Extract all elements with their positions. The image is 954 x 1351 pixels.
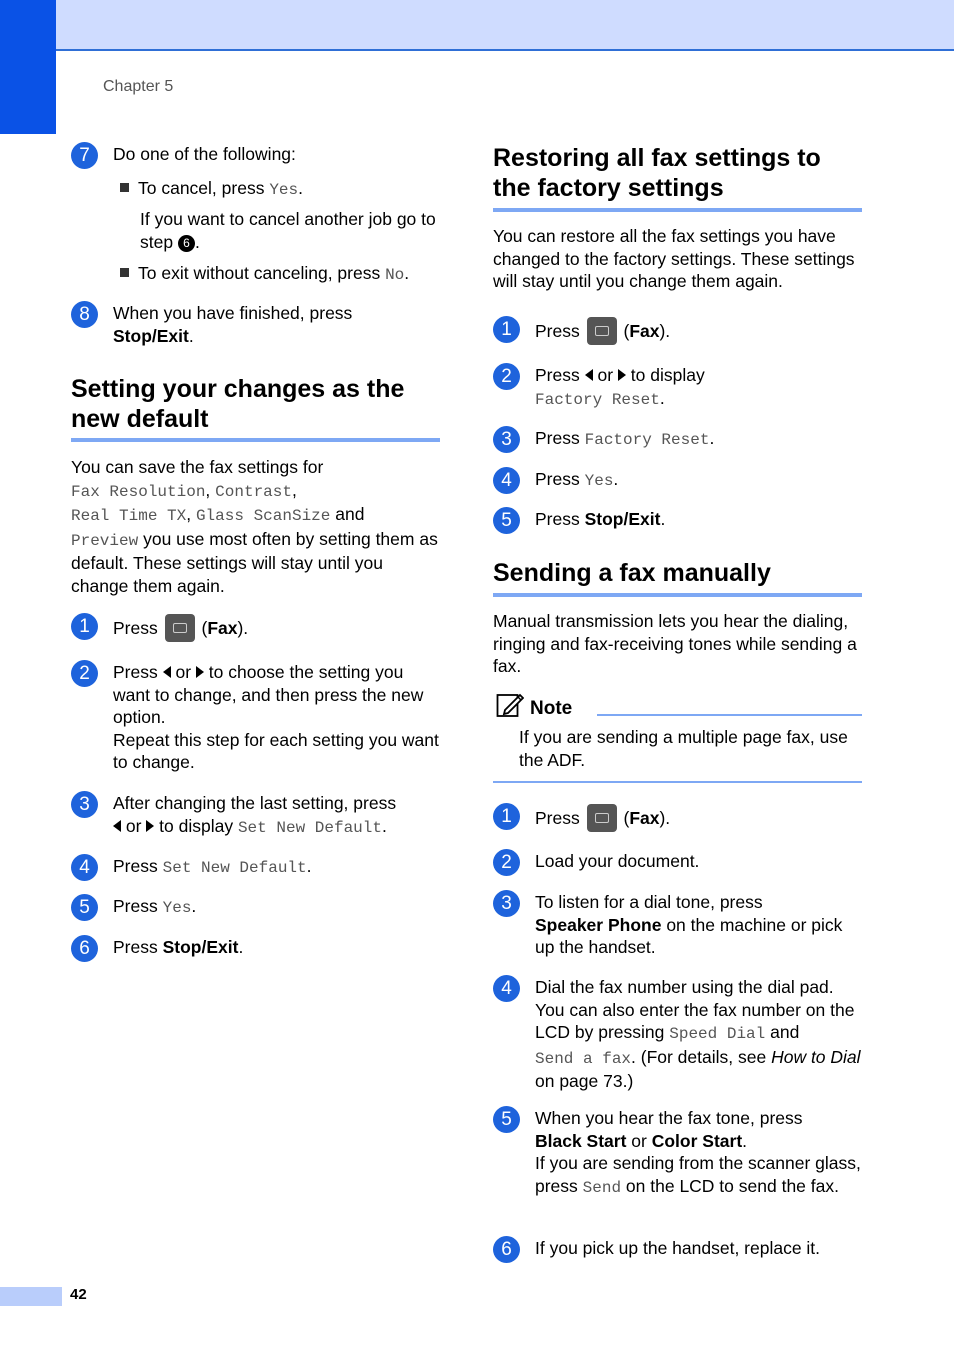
default-step-6 xyxy=(71,936,451,959)
page-number: 42 xyxy=(70,1286,87,1303)
step-number: 1 xyxy=(71,613,98,640)
step-number: 2 xyxy=(493,363,520,390)
manual-step-4 xyxy=(493,976,873,1093)
step-text: Press Yes. xyxy=(113,896,197,917)
step-number: 4 xyxy=(71,854,98,881)
step-text: To listen for a dial tone, press Speaker Phone on the machine or pick up the handset. xyxy=(535,892,843,957)
step-7 xyxy=(71,143,451,166)
step-text: Do one of the following: xyxy=(113,144,296,164)
restore-step-5 xyxy=(493,508,873,531)
step-text: After changing the last setting, press or to display Set New Default. xyxy=(113,793,397,837)
left-arrow-icon xyxy=(113,820,121,832)
step-text: Press or to display Factory Reset. xyxy=(535,365,705,409)
left-arrow-icon xyxy=(585,369,593,381)
step-text: If you pick up the handset, replace it. xyxy=(535,1238,821,1258)
fax-button-icon xyxy=(165,614,195,642)
bullet-cancel-note: If you want to cancel another job go to step 6 . xyxy=(140,209,436,252)
step-number: 7 xyxy=(71,142,98,169)
heading-rule xyxy=(493,593,862,597)
heading-rule xyxy=(71,438,440,442)
step-text: When you hear the fax tone, press Black Start or Color Start. If you are sending from the scanner glass, press Send on the LCD to send the fax. xyxy=(535,1108,861,1197)
step-number: 1 xyxy=(493,803,520,830)
step-text: Press (Fax). xyxy=(535,804,873,832)
bullet-cancel: To cancel, press Yes. xyxy=(120,177,440,202)
step-8 xyxy=(71,302,451,347)
right-column xyxy=(493,0,873,1351)
step-text: Press Set New Default. xyxy=(113,856,312,877)
step-number: 4 xyxy=(493,467,520,494)
step-text: Press (Fax). xyxy=(535,317,873,345)
step-number: 3 xyxy=(71,791,98,818)
step-number: 5 xyxy=(493,507,520,534)
step-number: 6 xyxy=(71,935,98,962)
left-column xyxy=(71,0,451,1351)
manual-intro: Manual transmission lets you hear the dialing, ringing and fax-receiving tones while sending a fax. xyxy=(493,611,857,676)
bullet-square-icon xyxy=(120,183,129,192)
manual-step-5 xyxy=(493,1107,873,1199)
default-step-2 xyxy=(71,661,451,774)
restore-step-4 xyxy=(493,468,873,493)
bullet-square-icon xyxy=(120,268,129,277)
step-text: Press (Fax). xyxy=(113,614,451,642)
note-bottom-rule xyxy=(493,781,862,783)
step-number: 3 xyxy=(493,426,520,453)
manual-step-3 xyxy=(493,891,873,959)
chapter-label: Chapter 5 xyxy=(103,78,174,95)
left-arrow-icon xyxy=(163,666,171,678)
manual-step-6 xyxy=(493,1237,873,1260)
default-step-5 xyxy=(71,895,451,920)
step-text: Press Yes. xyxy=(535,469,619,490)
step-number: 2 xyxy=(71,660,98,687)
step-number: 5 xyxy=(71,894,98,921)
chapter-tab xyxy=(0,0,56,134)
step-text: Press Stop/Exit. xyxy=(535,509,666,529)
fax-button-icon xyxy=(587,317,617,345)
restore-step-1 xyxy=(493,317,873,345)
step-text: Load your document. xyxy=(535,851,700,871)
section-heading-default: Setting your changes as the new default xyxy=(71,375,405,433)
step-text: Dial the fax number using the dial pad. You can also enter the fax number on the LCD by pressing Speed Dial and Send a fax. (For details, see How to Dial on page 73.) xyxy=(535,977,861,1091)
step-text: Press Stop/Exit. xyxy=(113,937,244,957)
restore-step-2 xyxy=(493,364,873,411)
bullet-exit: To exit without canceling, press No. xyxy=(120,262,440,287)
step-number: 4 xyxy=(493,975,520,1002)
section-heading-manual: Sending a fax manually xyxy=(493,559,771,587)
step-reference-badge: 6 xyxy=(178,235,195,252)
note-pencil-icon xyxy=(496,692,524,718)
footer-band xyxy=(0,1287,62,1306)
intro-paragraph: You can save the fax settings for Fax Resolution, Contrast, Real Time TX, Glass ScanSize and Preview you use most often by setting them as default. These settings will stay until you change them again. xyxy=(71,457,438,596)
right-arrow-icon xyxy=(618,369,626,381)
step-number: 3 xyxy=(493,890,520,917)
step-text: Press Factory Reset. xyxy=(535,428,715,449)
step-number: 2 xyxy=(493,849,520,876)
step-number: 6 xyxy=(493,1236,520,1263)
restore-step-3 xyxy=(493,427,873,452)
step-number: 1 xyxy=(493,316,520,343)
step-number: 8 xyxy=(71,301,98,328)
step-text: Press or to choose the setting you want to change, and then press the new option. Repeat this step for each setting you want to change. xyxy=(113,662,439,772)
default-step-3 xyxy=(71,792,451,839)
step-number: 5 xyxy=(493,1106,520,1133)
default-step-1 xyxy=(71,614,451,642)
note-text: If you are sending a multiple page fax, use the ADF. xyxy=(519,727,848,770)
right-arrow-icon xyxy=(196,666,204,678)
default-step-4 xyxy=(71,855,451,880)
fax-button-icon xyxy=(587,804,617,832)
step-text: When you have finished, press Stop/Exit. xyxy=(113,303,353,346)
manual-step-1 xyxy=(493,804,873,832)
manual-step-2 xyxy=(493,850,873,873)
heading-rule xyxy=(493,208,862,212)
note-title: Note xyxy=(530,698,573,719)
section-heading-restore: Restoring all fax settings to the factory settings xyxy=(493,144,821,202)
note-top-rule xyxy=(597,714,862,716)
restore-intro: You can restore all the fax settings you have changed to the factory settings. These settings will stay until you change them again. xyxy=(493,226,855,291)
